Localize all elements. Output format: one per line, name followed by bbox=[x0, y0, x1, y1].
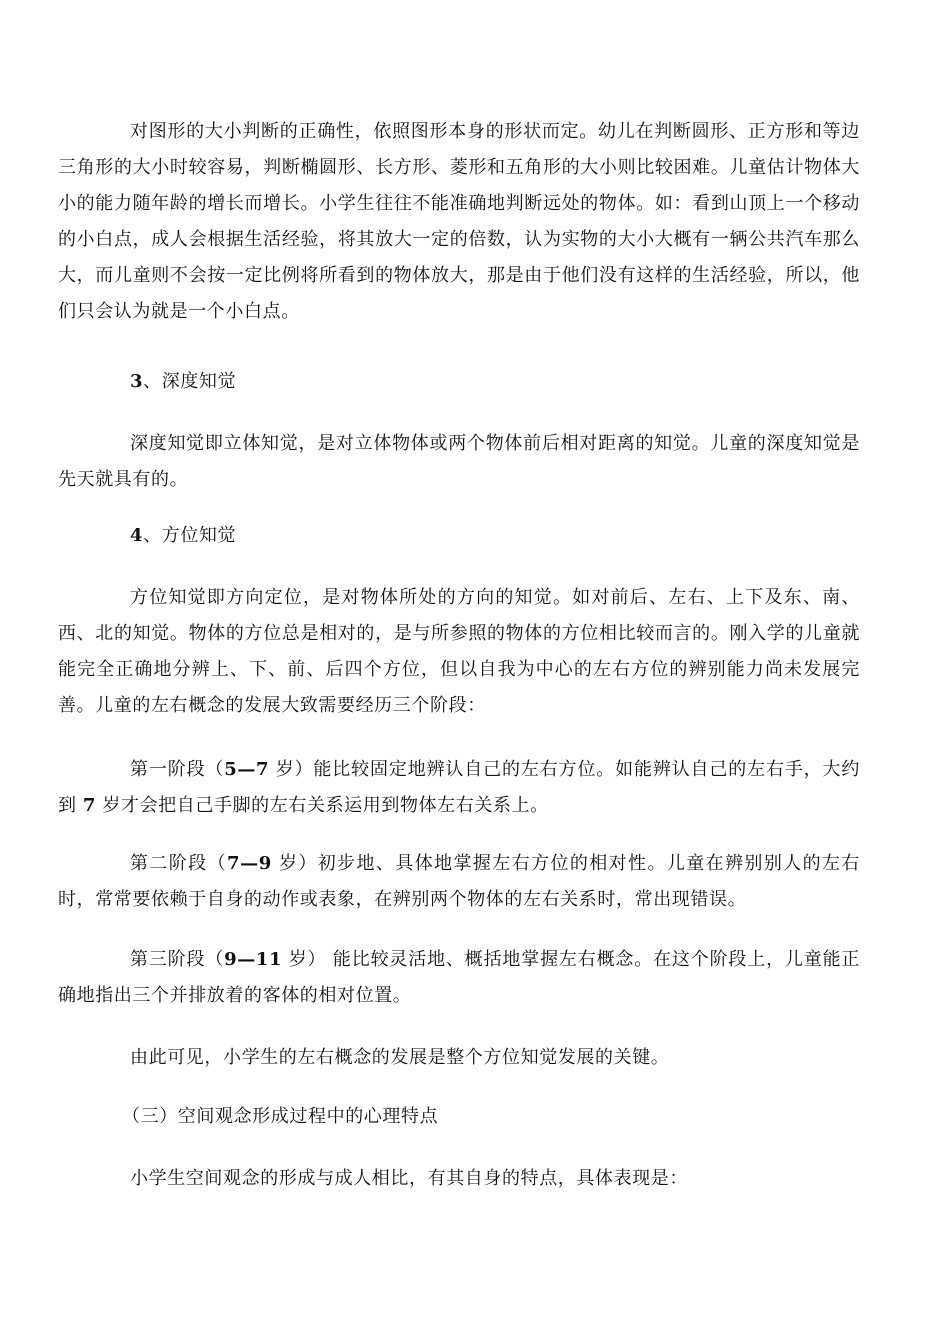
paragraph-text: 深度知觉即立体知觉，是对立体物体或两个物体前后相对距离的知觉。儿童的深度知觉是先天就具有的。 bbox=[58, 433, 860, 490]
stage-text: 岁才会把自己手脚的左右关系运用到物体左右关系上。 bbox=[96, 795, 549, 816]
paragraph-depth-perception bbox=[58, 426, 860, 498]
stage-age: 7 bbox=[82, 795, 97, 816]
heading-number: 3 bbox=[130, 371, 144, 392]
heading-text: 、方位知觉 bbox=[143, 525, 237, 546]
paragraph-conclusion bbox=[58, 1040, 860, 1076]
paragraph-stage-one bbox=[58, 752, 860, 824]
stage-age-range: 5—7 bbox=[224, 759, 270, 780]
stage-age-range: 7—9 bbox=[226, 853, 272, 874]
paragraph-text: 对图形的大小判断的正确性，依照图形本身的形状而定。幼儿在判断圆形、正方形和等边三角形的大小时较容易，判断椭圆形、长方形、菱形和五角形的大小则比较困难。儿童估计物体大小的能力随年龄的增长而增长。小学生往往不能准确地判断远处的物体。如：看到山顶上一个移动的小白点，成人会根据生活经验，将其放大一定的倍数，认为实物的大小大概有一辆公共汽车那么大，而儿童则不会按一定比例将所看到的物体放大，那是由于他们没有这样的生活经验，所以，他们只会认为就是一个小白点。 bbox=[58, 121, 860, 322]
stage-text: 岁）初步地、具体地掌握左右方位的相对性。儿童在辨别别人的左右时，常常要依赖于自身的动作或表象，在辨别两个物体的左右关系时，常出现错误。 bbox=[58, 853, 861, 910]
section-heading bbox=[58, 1099, 860, 1135]
stage-text: 第二阶段（ bbox=[130, 853, 227, 874]
stage-text: 岁）能比较固定地辨认自己的左右方位。如能辨认自己的左右手，大约到 bbox=[58, 759, 860, 816]
paragraph-orientation-perception bbox=[58, 580, 860, 724]
heading-number: 4 bbox=[130, 525, 144, 546]
heading-text: 、深度知觉 bbox=[143, 371, 237, 392]
paragraph-text: 小学生空间观念的形成与成人相比，有其自身的特点，具体表现是： bbox=[130, 1168, 688, 1189]
paragraph-size-judgment bbox=[58, 114, 860, 330]
section-heading-text: （三）空间观念形成过程中的心理特点 bbox=[122, 1106, 439, 1127]
paragraph-stage-three bbox=[58, 942, 860, 1014]
stage-text: 岁） 能比较灵活地、概括地掌握左右概念。在这个阶段上，儿童能正确地指出三个并排放着的客体的相对位置。 bbox=[58, 949, 861, 1006]
stage-text: 第一阶段（ bbox=[130, 759, 225, 780]
stage-age-range: 9—11 bbox=[224, 949, 283, 970]
heading-orientation-perception bbox=[58, 518, 860, 554]
paragraph-text: 由此可见，小学生的左右概念的发展是整个方位知觉发展的关键。 bbox=[130, 1047, 670, 1068]
stage-text: 第三阶段（ bbox=[130, 949, 225, 970]
paragraph-stage-two bbox=[58, 846, 860, 918]
paragraph-characteristics-intro bbox=[58, 1161, 860, 1197]
paragraph-text: 方位知觉即方向定位，是对物体所处的方向的知觉。如对前后、左右、上下及东、南、西、北的知觉。物体的方位总是相对的，是与所参照的物体的方位相比较而言的。刚入学的儿童就能完全正确地分辨上、下、前、后四个方位，但以自我为中心的左右方位的辨别能力尚未发展完善。儿童的左右概念的发展大致需要经历三个阶段： bbox=[58, 587, 860, 716]
heading-depth-perception bbox=[58, 364, 860, 400]
